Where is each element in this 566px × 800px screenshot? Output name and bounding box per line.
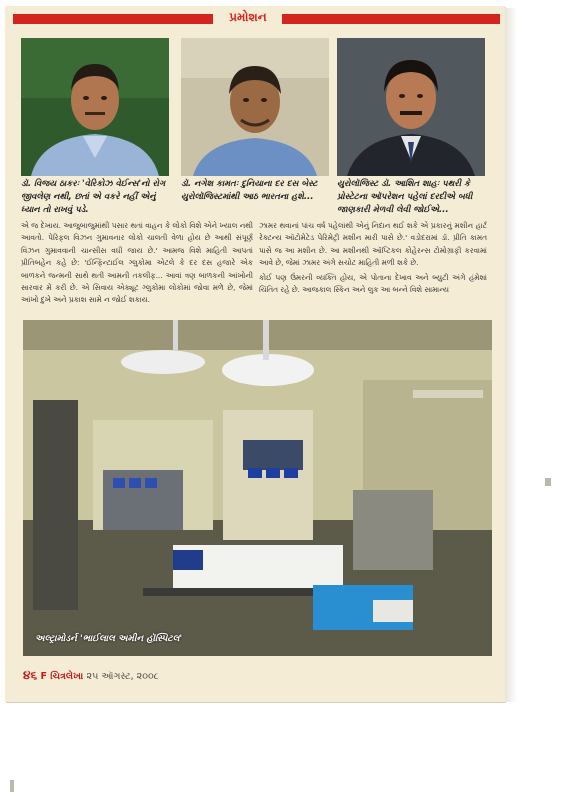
doctor-caption-3: યુરોલૉજિસ્ટ ડૉ. આશિત શાહઃ પથરી કે પ્રોસ્ટેટના ઑપરેશન પહેલાં દરદીએ બધી જાણકારી મેળવી લેવી જોઈએ... <box>337 179 473 215</box>
page-number: ૪૬ <box>23 668 38 682</box>
scan-edge <box>505 8 517 702</box>
issue-date: ૨૫ ઑગસ્ટ, ૨૦૦૮ <box>86 671 159 682</box>
banner-bar-left <box>13 14 213 24</box>
operating-room-photo <box>23 320 492 656</box>
photo-credit: અલ્ટ્રામોડર્ન 'ભાઈલાલ અમીન હૉસ્પિટલ' <box>35 634 183 644</box>
magazine-page <box>5 6 505 702</box>
article-paragraph: ઝામર થવાનાં પાંચ વર્ષ પહેલાંથી એનું નિદાન થઈ શકે એ પ્રકારનું મશીન હાર્ટ રેક્ટન્ય ઑટોમેટેડ પેરિમેટ્રી મશીન મારી પાસે છે.' વડોદરામાં ડૉ. પ્રીતિ કામત પાસે જ આ મશીન છે. આ મશીનથી ઑપ્ટિકલ કોહેરન્સ ટોમોગ્રાફી કરવામાં આવે છે, જેમાં ઝામર અંગે સચોટ માહિતી મળી શકે છે. <box>259 221 487 268</box>
article-column-right <box>259 220 487 298</box>
doctor-photo-2 <box>181 38 329 176</box>
brand-mark: F <box>40 671 47 682</box>
banner-bar-right <box>282 14 500 24</box>
doctor-caption-1: ડૉ. વિજય ઠાકરઃ 'વેરિકોઝ વેઈન્સ'નો રોગ જીવલેણ નથી, છતાં એ વકરે નહીં એનું ધ્યાન તો રાખવું પડે. <box>21 179 166 215</box>
doctor-photo-1 <box>21 38 169 176</box>
article-column-left <box>21 220 253 309</box>
magazine-name: ચિત્રલેખા <box>50 671 84 682</box>
doctor-caption-2: ડૉ. નગેશ કામતઃ દુનિયાના દર દસ બેસ્ટ યુરોલૉજિસ્ટમાંથી આઠ ભારતના હશે... <box>181 179 318 202</box>
doctor-photo-3 <box>337 38 485 176</box>
section-label: પ્રમોશન <box>229 10 267 24</box>
page-footer <box>23 668 159 683</box>
scan-artifact <box>10 780 14 792</box>
article-paragraph: કોઈ પણ ઉંમરની વ્યક્તિ હોય, એ પોતાના દેખાવ અને બ્યુટી અંગે હંમેશાં ચિંતિત રહે છે. આજકાલ સ્કિન અને લુક આ બન્ને વિશે સામાન્ય <box>259 272 487 295</box>
article-paragraph: એ જ દેખાય. આજુબાજુમાંથી પસાર થતાં વાહન કે લોકો વિશે એને ખ્યાલ નથી આવતો. પેરિફલ વિઝન ગુમાવનાર લોકો ચાલતી વેળા હોય છે આથી સંપૂર્ણ વિઝન ગુમાવવાની ચાન્સીસ વધી જાય છે.' આમજ વિશે માહિતી આપતાં પ્રીતિબહેન કહે છે: 'ઈન્ફિન્ટાઈલ ગ્લુકોમા એટલે કે દર દસ હજારે એક બાળકને જન્મની સાથે થતી આમની તકલીફ... આવાં ત્રણ બાળકની આંખોની સારવાર મેં કરી છે. એ સિવાય એક્યૂટ ગ્લુકોમા લોકોમાં જોવા મળે છે, જેમાં આંખો દુખે અને પ્રકાશ સામે ન જોઈ શકાય. <box>21 221 253 305</box>
scan-artifact <box>545 478 551 486</box>
